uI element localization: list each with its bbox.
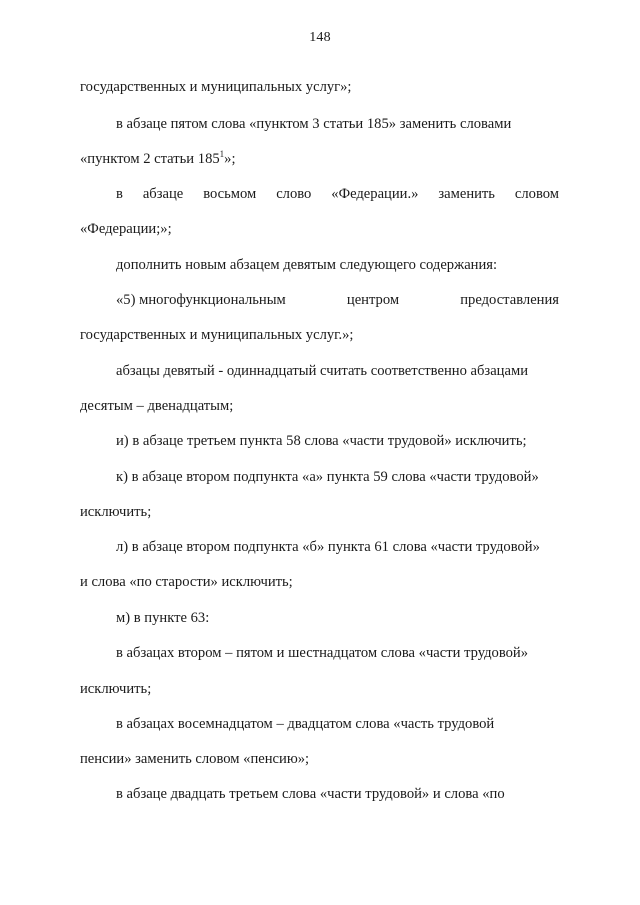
text-line: в абзаце двадцать третьем слова «части трудовой» и слова «по [116,786,505,802]
word: «Федерации.» [331,186,419,202]
page-number: 148 [309,30,331,45]
text-line: к) в абзаце втором подпункта «а» пункта 59 слова «части трудовой» [116,469,539,485]
text-line: дополнить новым абзацем девятым следующего содержания: [116,257,498,273]
text-line: м) в пункте 63: [116,610,210,626]
text-line: исключить; [80,681,152,697]
word: заменить [438,186,495,202]
text-line-justified [116,291,559,309]
text-segment: »; [224,151,236,167]
text-line: и) в абзаце третьем пункта 58 слова «части трудовой» исключить; [116,433,527,449]
text-line [116,115,559,133]
word: восьмом [203,186,257,202]
word: слово [276,186,312,202]
text-line: исключить; [80,504,152,520]
superscript: 1 [219,149,225,159]
text-line-justified [116,185,559,203]
text-line: пенсии» заменить словом «пенсию»; [80,751,310,767]
text-line: л) в абзаце втором подпункта «б» пункта 61 слова «части трудовой» [116,539,540,555]
text-line: «Федерации;»; [80,221,172,237]
word: в [116,186,123,202]
word: предоставления [460,292,559,308]
text-segment: «пунктом 2 статьи 185 [80,151,220,167]
text-line: в абзацах восемнадцатом – двадцатом слова «часть трудовой [116,716,495,732]
text-line-content: в абзаце пятом слова «пунктом 3 статьи 185» заменить словами [116,116,512,132]
word: центром [346,292,400,308]
text-line: десятым – двенадцатым; [80,398,234,414]
text-line: государственных и муниципальных услуг»; [80,79,352,95]
word: словом [514,186,559,202]
text-line: абзацы девятый - одиннадцатый считать соответственно абзацами [116,363,529,379]
word: «5) многофункциональным [116,292,286,308]
word: абзаце [142,186,184,202]
text-line: государственных и муниципальных услуг.»; [80,327,354,343]
text-line [80,150,559,168]
text-line: в абзацах втором – пятом и шестнадцатом слова «части трудовой» [116,645,529,661]
text-line: и слова «по старости» исключить; [80,574,293,590]
